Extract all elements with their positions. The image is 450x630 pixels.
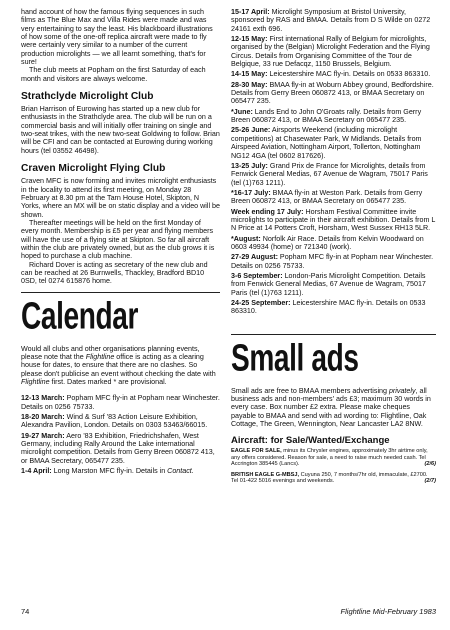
ad-headline: EAGLE FOR SALE, — [231, 448, 282, 455]
strathclyde-text: Brian Harrison of Eurowing has started up a new club for enthusiasts in the Strathclyde area. The club will be run on a commercial basis and will initially offer training on single and two-seat trikes, with the new two-seat Goldwing to follow. Brian will be CFI and can be contacted at Eurowing during working hours (tel 03552 46498). — [21, 105, 220, 155]
calendar-entry — [231, 126, 436, 159]
calendar-entry — [231, 108, 436, 125]
club-meeting-note: The club meets at Popham on the first Saturday of each month and visitors are always welcome. — [21, 66, 206, 83]
entry-date: *August: — [231, 234, 261, 243]
calendar-entries-left — [21, 394, 220, 475]
calendar-entry — [231, 81, 436, 106]
entry-date: 3-6 September: — [231, 271, 283, 280]
entry-text: Airsports Weekend (including microlight competitions) at Chasewater Park, W Midlands. Details from Airspeed Aviation, Nottingham Airport, Tollerton, Nottingham NG12 4GA (tel 0602 817626). — [231, 126, 422, 160]
entry-date: 18-20 March: — [21, 413, 65, 422]
entry-date: 27-29 August: — [231, 253, 278, 262]
entry-date: 24-25 September: — [231, 299, 291, 307]
entry-text: Horsham Festival Committee invite microlights to participate in their aircraft exhibition. Details from L N Price at 14 Potters Croft, Horsham, West Sussex RH13 5LR. — [231, 207, 436, 233]
calendar-entry — [231, 208, 436, 233]
entry-text: Microlight Symposium at Bristol University, sponsored by RAS and BMAA. Details from D S Wilde on 0272 24161 exth 696. — [231, 8, 431, 33]
craven-text-1: Craven MFC is now forming and invites microlight enthusiasts in the locality to attend its first meeting, on Monday 28 February at 8.30 pm at the Tarn House Hotel, Skipton, N Yorks, where an MX will be on static display and a video will be shown. — [21, 177, 220, 219]
entry-date: 13-25 July: — [231, 161, 268, 170]
small-ads-title: Small ads — [231, 335, 359, 379]
ad-reference: (2/7) — [424, 478, 436, 485]
aircraft-heading: Aircraft: for Sale/Wanted/Exchange — [231, 435, 390, 447]
ad-text: Cuyuna 250, 7 months/7hr old, immaculate, £2700. Tel 01-422 5016 evenings and weekends. — [231, 471, 428, 485]
small-ads-intro: Small ads are free to BMAA members advertising privately, all business ads and non-members' ads £3; maximum 30 words in every case. Box number £2 extra. Please make cheques payable to BMAA and send with ad wording to: Flightline, Oak Cottage, The Green, Wennington, Near Lancaster LA2 8NW. — [231, 386, 431, 429]
entry-text: Popham MFC fly-in at Popham near Winchester. Details on 0256 75733. — [21, 394, 220, 411]
calendar-entry — [21, 467, 220, 475]
entry-date: 25-26 June: — [231, 126, 271, 135]
entry-date: 1-4 April: — [21, 467, 52, 476]
entry-date: 19-27 March: — [21, 431, 65, 440]
ad-reference: (2/6) — [424, 461, 436, 468]
entry-text: Leicestershire MAC fly-in. Details on 0533 863310. — [267, 70, 431, 79]
entry-text: Grand Prix de France for Microlights, details from Fenwick General Medias, 67 Avenue de Wagram, 75017 Paris (tel (1)763 1211). — [231, 161, 428, 187]
calendar-entry — [231, 272, 436, 297]
entry-date: 28-30 May: — [231, 80, 268, 89]
intro-paragraph: hand account of how the famous flying sequences in such films as The Blue Max and Villa Rides were made and was very entertaining to say the least. His blackboard illustrations of how some of the one-off replica aircraft were made to fly were certainly very similar to a number of the current production microlights — we all learnt something, that's for sure! — [21, 8, 213, 67]
calendar-entry — [231, 189, 436, 206]
calendar-entry — [231, 162, 436, 187]
calendar-entries-right — [231, 8, 436, 316]
entry-text: London-Paris Microlight Competition. Details from Fenwick General Medias, 67 Avenue de Wagram, 75017 Paris (tel (1)763 1211). — [231, 271, 426, 297]
calendar-intro: Would all clubs and other organisations planning events, please note that the Flightline office is acting as a clearing house for dates, to ensure that there are no clashes. So please don't publicise an event without checking the date with Flightline first. Dates marked * are provisional. — [21, 344, 216, 386]
entry-date: 15-17 April: — [231, 8, 270, 16]
page-footer — [21, 606, 436, 618]
page-number: 74 — [21, 607, 30, 616]
calendar-entry — [21, 394, 220, 411]
entry-date: Week ending 17 July: — [231, 207, 304, 216]
entry-date: 12-13 March: — [21, 394, 65, 403]
entry-date: 14-15 May: — [231, 70, 268, 79]
craven-heading: Craven Microlight Flying Club — [21, 163, 166, 175]
entry-text: Leicestershire MAC fly-in. Details on 0533 863310. — [231, 299, 426, 316]
classifieds-list — [231, 448, 436, 484]
right-column — [231, 8, 436, 488]
craven-text-2: Thereafter meetings will be held on the first Monday of every month. Membership is £5 per year and flying members will have the use of a flying site at Skipton. So far all aircraft within the club are privately owned, but as the club grows it is hoped to purchase a club machine. — [21, 218, 215, 261]
calendar-entry — [231, 235, 436, 252]
craven-text-3: Richard Dover is acting as secretary of the new club and can be reached at 26 Burnwells, Thackley, Bradford BD10 0SD, tel 0274 615876 home. — [21, 260, 208, 286]
entry-text: BMAA fly-in at Woburn Abbey ground, Bedfordshire. Details from Gerry Breen 060872 413, or BMAA Secretary on 065477 235. — [231, 80, 434, 106]
calendar-title: Calendar — [21, 293, 139, 337]
classified-ad — [231, 472, 436, 485]
entry-date: *June: — [231, 107, 253, 116]
calendar-entry — [231, 70, 436, 78]
entry-text: Aero '83 Exhibition, Friedrichshafen, West Germany, including Rally Around the Lake international microlight competition. Details from Gerry Breen 060872 413, or BMAA Secretary, 065477 235. — [21, 431, 215, 465]
entry-text: Long Marston MFC fly-in. Details in Contact. — [51, 467, 194, 476]
calendar-entry — [231, 299, 436, 316]
entry-text: Popham MFC fly-in at Popham near Winchester. Details on 0256 75733. — [231, 253, 434, 270]
entry-date: 12-15 May: — [231, 35, 268, 44]
calendar-entry — [231, 35, 436, 68]
calendar-entry — [231, 253, 436, 270]
entry-text: Lands End to John O'Groats rally. Details from Gerry Breen 060872 413, or BMAA Secretary on 065477 235. — [231, 107, 422, 125]
left-column — [21, 8, 220, 477]
entry-text: BMAA fly-in at Weston Park. Details from Gerry Breen 060872 413, or BMAA Secretary on 065477 235. — [231, 188, 423, 206]
ad-headline: BRITISH EAGLE G-MBSJ, — [231, 471, 300, 478]
section-divider — [21, 292, 220, 293]
entry-text: Wind & Surf '83 Action Leisure Exhibition, Alexandra Pavilion, London. Details on 0303 53463/66015. — [21, 413, 208, 430]
ad-text: minus its Chrysler engines, approximately 3hr airtime only, any offers considered. Reason for sale, a need to raise much needed cash. Tel Accrington 385445 (Lancs). — [231, 448, 428, 468]
magazine-issue: Flightline Mid-February 1983 — [340, 607, 436, 616]
section-divider — [231, 334, 436, 335]
calendar-entry — [21, 432, 220, 465]
calendar-entry — [21, 413, 220, 430]
calendar-entry — [231, 8, 436, 33]
strathclyde-heading: Strathclyde Microlight Club — [21, 91, 154, 103]
entry-date: *16-17 July: — [231, 188, 271, 197]
entry-text: First international Rally of Belgium for microlights, organised by the (Belgian) Microlight Federation and the Flying Circus. Details from Organising Committee of the Tour de Belgique, 33 rue Defacqz, 1150 Brussels, Belgium. — [231, 35, 430, 69]
entry-text: Norfolk Air Race. Details from Kelvin Woodward on 0603 49934 (home) or 721340 (work). — [231, 234, 424, 251]
classified-ad — [231, 448, 436, 467]
